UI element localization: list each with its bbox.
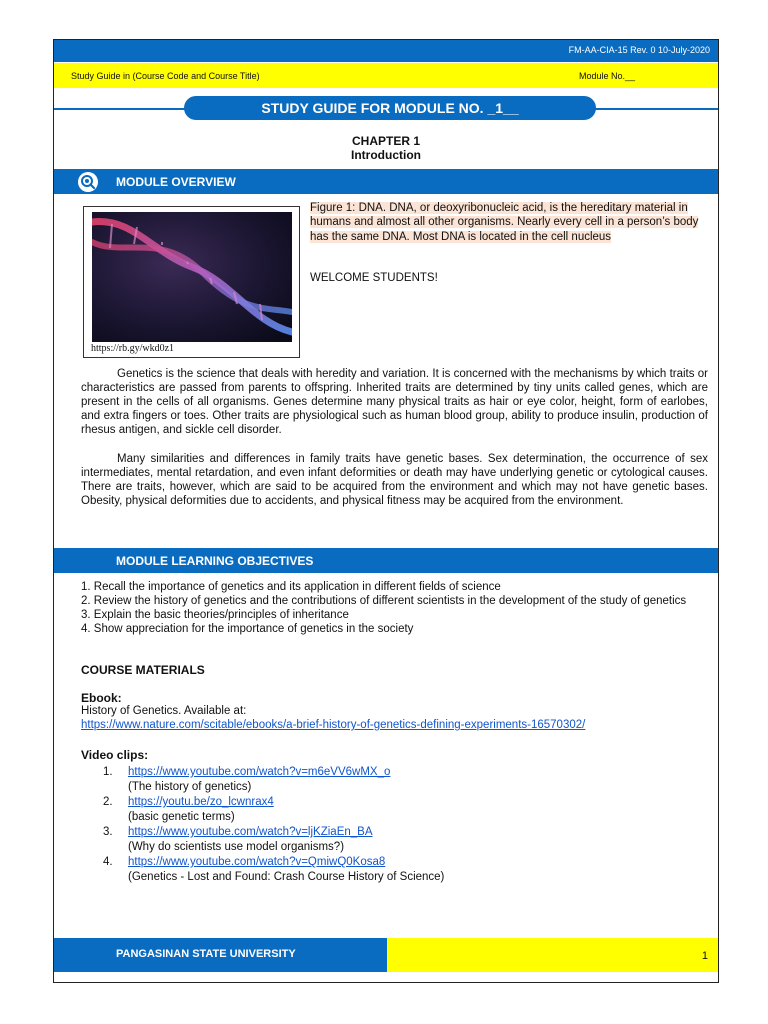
module-number-label: Module No.__ — [579, 71, 636, 81]
video-link[interactable]: https://youtu.be/zo_lcwnrax4 — [128, 796, 274, 808]
ebook-link[interactable]: https://www.nature.com/scitable/ebooks/a-brief-history-of-genetics-defining-experiments-16570302/ — [81, 719, 586, 731]
video-item — [81, 825, 681, 855]
study-guide-title: STUDY GUIDE FOR MODULE NO. _1__ — [184, 96, 596, 120]
video-item — [81, 855, 681, 885]
video-link[interactable]: https://www.youtube.com/watch?v=QmiwQ0Kosa8 — [128, 856, 386, 868]
figure-caption — [310, 201, 710, 244]
objective-item: 2. Review the history of genetics and the contributions of different scientists in the development of the study of genetics — [81, 595, 687, 607]
header-top-bar — [54, 40, 718, 62]
video-list — [81, 765, 681, 885]
video-link[interactable]: https://www.youtube.com/watch?v=ljKZiaEn_BA — [128, 826, 373, 838]
learning-objectives-heading: MODULE LEARNING OBJECTIVES — [116, 554, 314, 568]
university-name: PANGASINAN STATE UNIVERSITY — [116, 948, 296, 960]
dna-image — [92, 212, 292, 342]
page-number: 1 — [701, 950, 708, 962]
objectives-list — [81, 580, 708, 636]
ebook-label: Ebook: — [81, 691, 122, 705]
welcome-text: WELCOME STUDENTS! — [310, 272, 438, 284]
objective-item: 1. Recall the importance of genetics and its application in different fields of science — [81, 581, 501, 593]
video-number: 1. — [103, 766, 113, 778]
objective-item: 4. Show appreciation for the importance of genetics in the society — [81, 623, 414, 635]
learning-objectives-header — [54, 548, 718, 573]
chapter-title: CHAPTER 1 — [351, 134, 420, 148]
video-item — [81, 795, 681, 825]
video-description: (The history of genetics) — [128, 781, 252, 793]
form-code: FM-AA-CIA-15 Rev. 0 10-July-2020 — [568, 45, 710, 55]
footer-university-bar — [54, 938, 387, 972]
overview-paragraph-2: Many similarities and differences in family traits have genetic bases. Sex determination, the occurrence of sex intermediates, mental retardation, and even infant deformities or death may have underlying genetic or cytological causes. There are traits, however, which are said to be acquired from the environment and which may not have genetic bases. Obesity, physical deformities due to accidents, and physical fitness may be acquired from the environment. — [81, 453, 708, 507]
chapter-subtitle: Introduction — [351, 148, 421, 162]
figure-source-url: https://rb.gy/wkd0z1 — [91, 343, 175, 354]
module-overview-heading: MODULE OVERVIEW — [116, 175, 236, 189]
header-course-bar — [54, 63, 718, 88]
video-description: (basic genetic terms) — [128, 811, 235, 823]
video-number: 3. — [103, 826, 113, 838]
video-item — [81, 765, 681, 795]
document-page — [53, 39, 719, 983]
objective-item: 3. Explain the basic theories/principles of inheritance — [81, 609, 349, 621]
course-materials-heading: COURSE MATERIALS — [81, 663, 205, 677]
video-number: 4. — [103, 856, 113, 868]
module-overview-header — [54, 169, 718, 194]
video-description: (Why do scientists use model organisms?) — [128, 841, 345, 853]
overview-paragraph-1: Genetics is the science that deals with heredity and variation. It is concerned with the mechanisms by which traits or characteristics are passed from parents to offspring. Inherited traits are determined by tiny units called genes, which are present in the cells of all organisms. Genes determine many physical traits as hair or eye color, height, form of earlobes, and extra fingers or toes. Other traits are physiological such as human blood group, ability to produce insulin, production of rhesus antigen, and sickle cell disorder. — [81, 368, 708, 436]
ebook-text: History of Genetics. Available at: — [81, 705, 247, 717]
magnifier-icon — [78, 172, 98, 192]
video-link[interactable]: https://www.youtube.com/watch?v=m6eVV6wMX_o — [128, 766, 391, 778]
figure-caption-text: Figure 1: DNA. DNA, or deoxyribonucleic acid, is the hereditary material in humans and almost all other organisms. Nearly every cell in a person’s body has the same DNA. Most DNA is located in the cell nucleus — [310, 202, 699, 243]
dna-figure — [83, 206, 300, 358]
video-description: (Genetics - Lost and Found: Crash Course History of Science) — [128, 871, 445, 883]
video-number: 2. — [103, 796, 113, 808]
video-clips-label: Video clips: — [81, 748, 149, 762]
course-label: Study Guide in (Course Code and Course Title) — [71, 71, 260, 81]
footer-page-bar — [387, 938, 718, 972]
